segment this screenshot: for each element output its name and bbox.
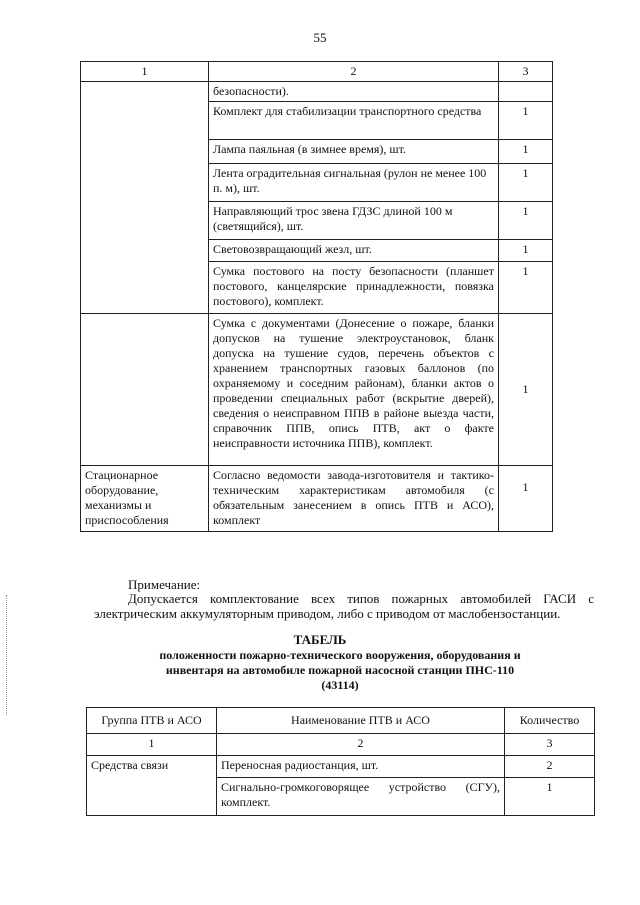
quantity-cell: 1 xyxy=(499,140,553,164)
group-cell xyxy=(81,314,209,466)
quantity-cell: 1 xyxy=(505,778,595,816)
item-name-cell: безопасности). xyxy=(209,82,499,102)
note-title: Примечание: xyxy=(128,577,201,592)
item-name-cell: Сигнально-громкоговорящее устройство (СГУ), комплект. xyxy=(217,778,505,816)
table-row xyxy=(81,466,553,532)
table-row xyxy=(81,82,553,102)
header-cell: 2 xyxy=(209,62,499,82)
header-cell: Наименование ПТВ и АСО xyxy=(217,708,505,734)
quantity-cell: 1 xyxy=(499,202,553,240)
quantity-cell: 1 xyxy=(499,164,553,202)
pns-equipment-table xyxy=(86,707,595,816)
item-name-cell: Сумка с документами (Донесение о пожаре, бланки допусков на тушение электроустановок, бланк допуска на тушение судов, перечень объектов с хранением транспортных газовых баллонов (по охраняемому и соседним районам), бланки актов о проведении специальных работ (вскрытие дверей), сведения о неисправном ППВ в районе выезда части, справочник ППВ, опись ПТВ, акт о факте неисправности источника ППВ), комплект. xyxy=(209,314,499,466)
quantity-cell: 2 xyxy=(505,756,595,778)
tabel-subtitle: положенности пожарно-технического вооружения, оборудования и инвентаря на автомобиле пожарной насосной станции ПНС-110 (43114) xyxy=(159,648,521,692)
note-text: Допускается комплектование всех типов пожарных автомобилей ГАСИ с электрическим аккумуляторным приводом, либо с приводом от маслобензостанции. xyxy=(94,591,594,621)
item-name-cell: Направляющий трос звена ГДЗС длиной 100 м (светящийся), шт. xyxy=(209,202,499,240)
tabel-title: ТАБЕЛЬ xyxy=(293,632,347,647)
item-name-cell: Лампа паяльная (в зимнее время), шт. xyxy=(209,140,499,164)
header-cell: Группа ПТВ и АСО xyxy=(87,708,217,734)
item-name-cell: Лента оградительная сигнальная (рулон не менее 100 п. м), шт. xyxy=(209,164,499,202)
quantity-cell: 1 xyxy=(499,102,553,140)
item-name-cell: Комплект для стабилизации транспортного средства xyxy=(209,102,499,140)
table-number-row xyxy=(87,734,595,756)
item-name-cell: Согласно ведомости завода-изготовителя и тактико-техническим характеристикам автомобиля (с обязательным занесением в опись ПТВ и АСО), комплект xyxy=(209,466,499,532)
table-row xyxy=(87,756,595,778)
number-cell: 1 xyxy=(87,734,217,756)
group-cell: Стационарное оборудование, механизмы и приспособления xyxy=(81,466,209,532)
item-name-cell: Сумка постового на посту безопасности (планшет постового, канцелярские принадлежности, повязка постового), комплект. xyxy=(209,262,499,314)
page-number: 55 xyxy=(313,30,327,45)
group-cell: Средства связи xyxy=(87,756,217,816)
equipment-table xyxy=(80,61,553,532)
number-cell: 2 xyxy=(217,734,505,756)
quantity-cell: 1 xyxy=(499,240,553,262)
table-row xyxy=(81,314,553,466)
scan-margin-mark xyxy=(6,595,9,715)
group-cell xyxy=(81,82,209,314)
table-header-row xyxy=(81,62,553,82)
item-name-cell: Световозвращающий жезл, шт. xyxy=(209,240,499,262)
header-cell: 1 xyxy=(81,62,209,82)
number-cell: 3 xyxy=(505,734,595,756)
quantity-cell: 1 xyxy=(499,262,553,314)
header-cell: 3 xyxy=(499,62,553,82)
item-name-cell: Переносная радиостанция, шт. xyxy=(217,756,505,778)
quantity-cell xyxy=(499,82,553,102)
quantity-cell: 1 xyxy=(499,466,553,532)
header-cell: Количество xyxy=(505,708,595,734)
table-header-row xyxy=(87,708,595,734)
quantity-cell: 1 xyxy=(499,314,553,466)
